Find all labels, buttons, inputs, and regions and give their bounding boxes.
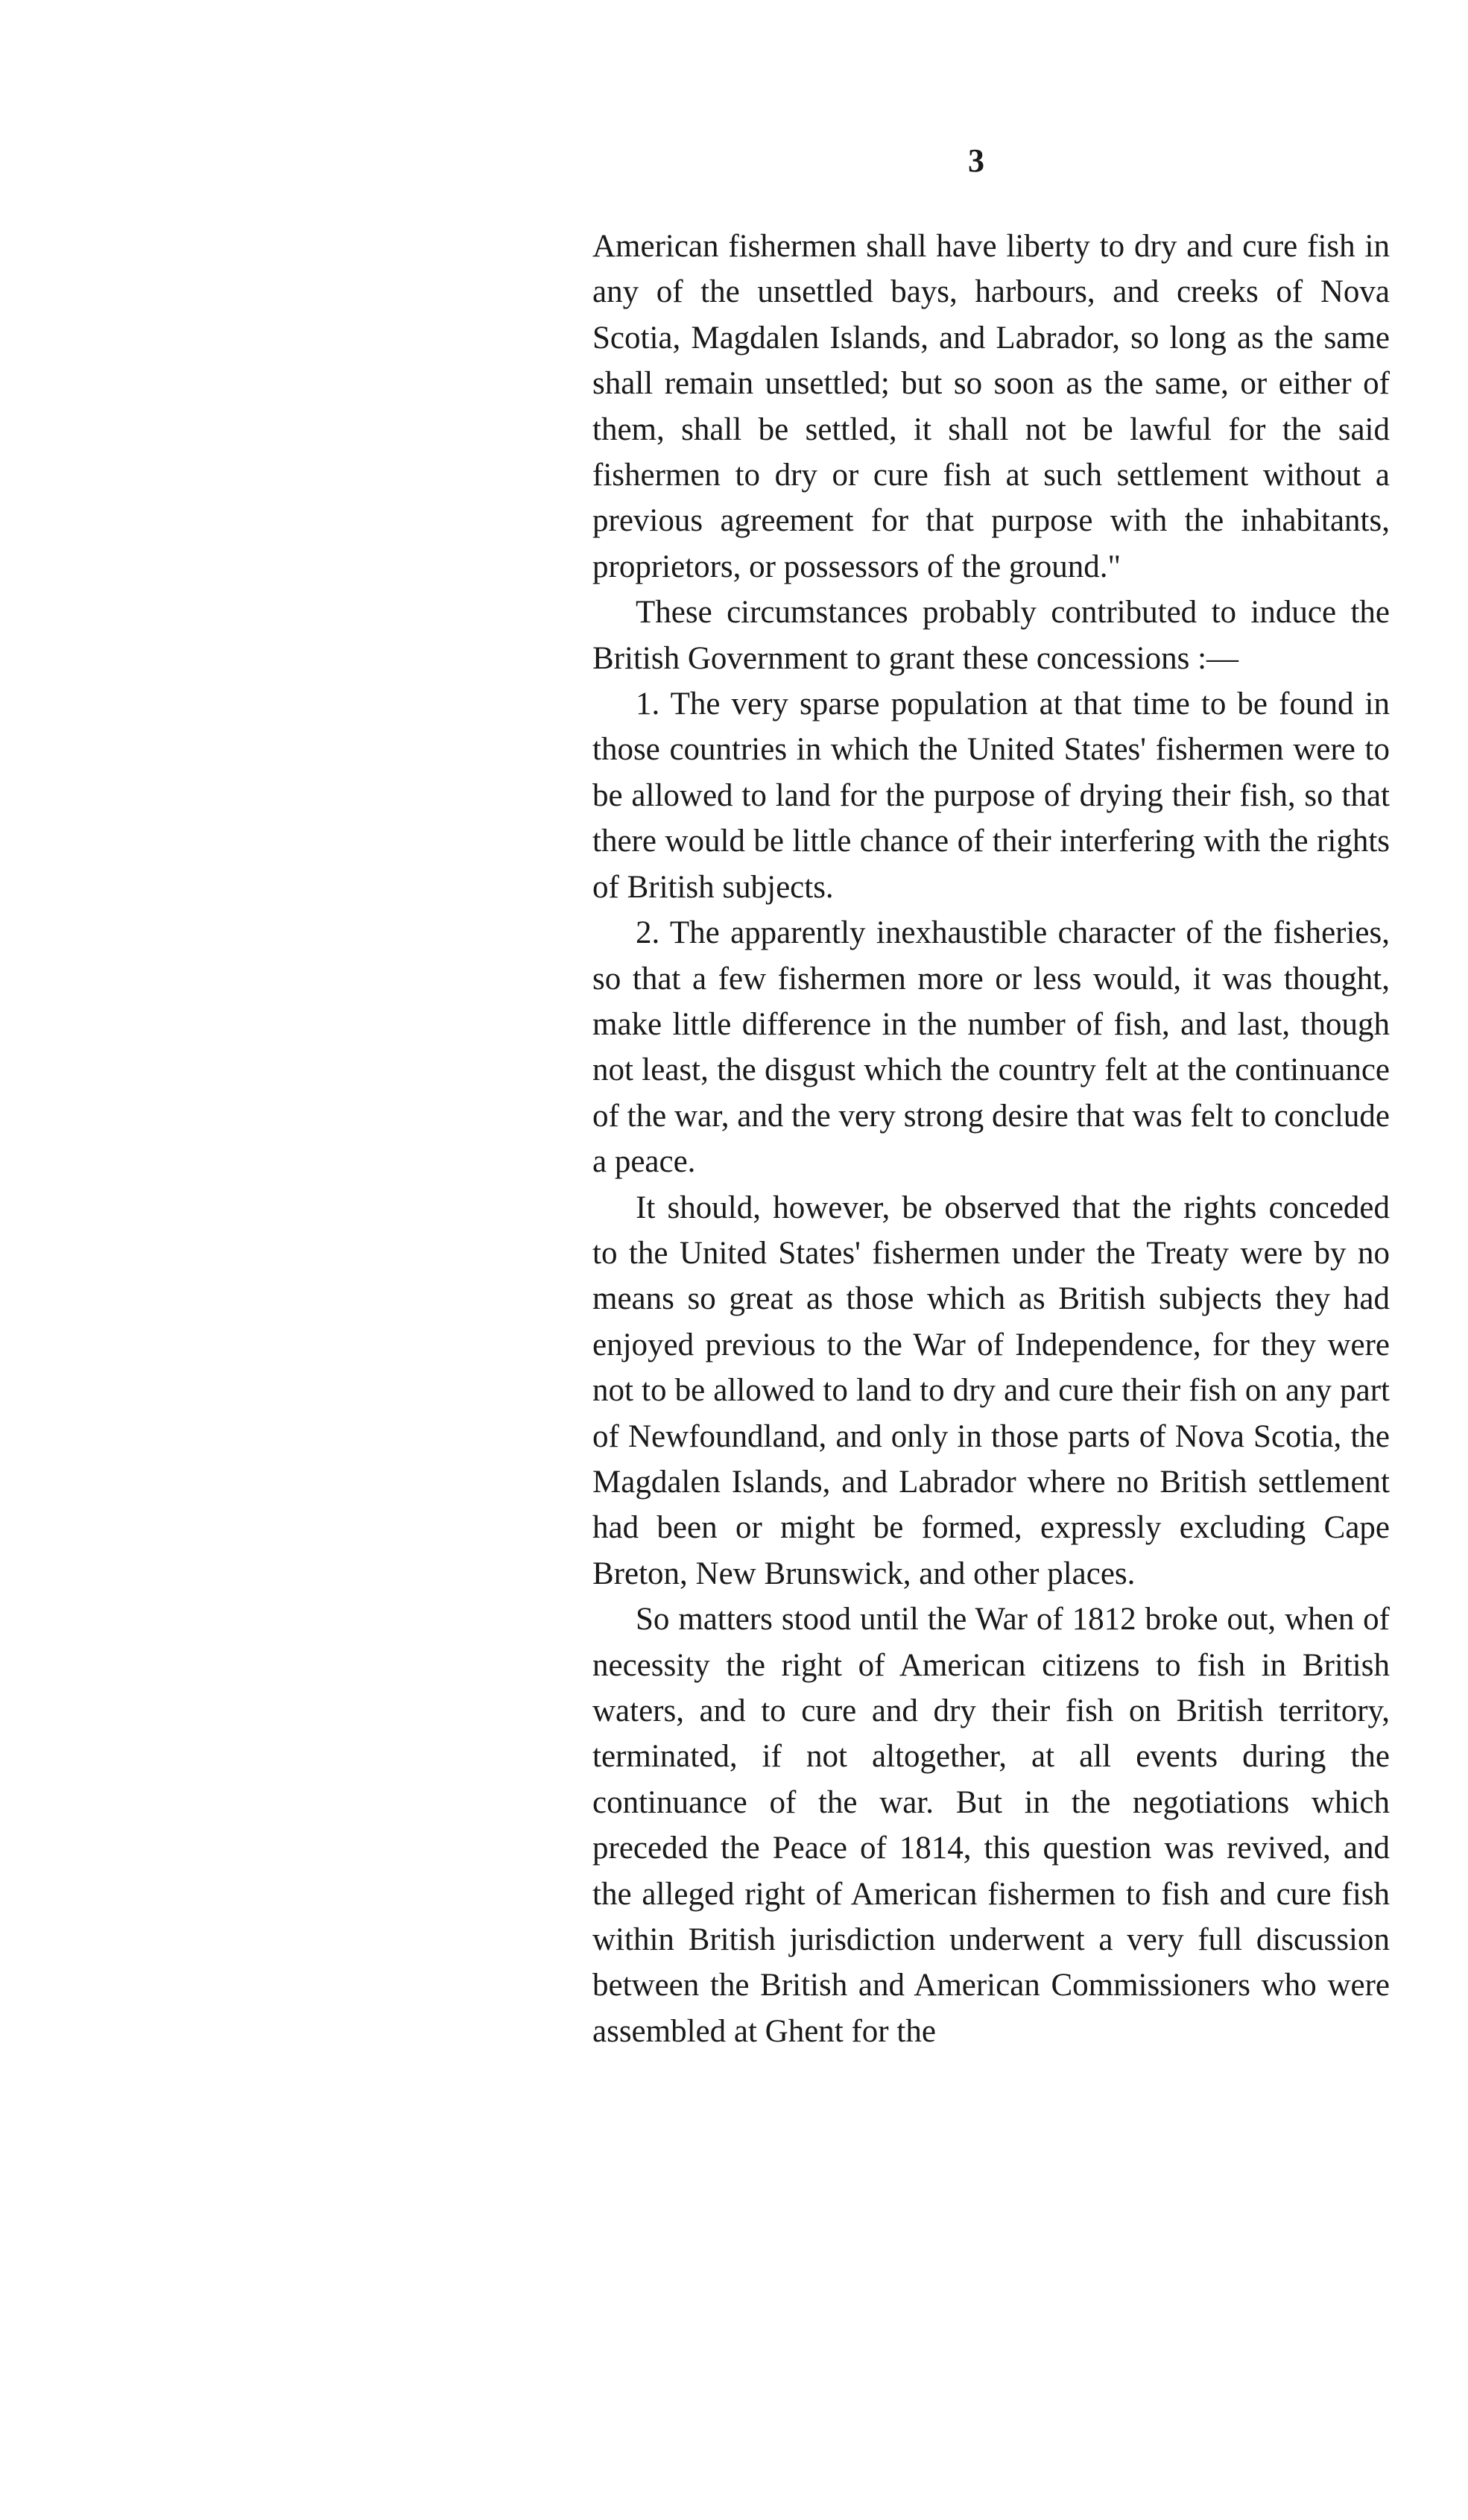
paragraph-continuation: American fishermen shall have liberty to dry and cure fish in any of the unsettled bays, harbours, and creeks of Nova Scotia, Magdalen Islands, and Labrador, so long as the same shall remain unsettled; but so soon as the same, or either of them, shall be settled, it shall not be lawful for the said fishermen to dry or cure fish at such settlement without a previous agreement for that purpose with the inhabitants, proprietors, or possessors of the ground."	[592, 229, 1390, 584]
paragraph-rights-conceded: It should, however, be observed that the rights conceded to the United States' fishermen under the Treaty were by no means so great as those which as British subjects they had enjoyed previous to the War of Independence, for they were not to be allowed to land to dry and cure their fish on any part of Newfoundland, and only in those parts of Nova Scotia, the Magdalen Islands, and Labrador where no British settlement had been or might be formed, expressly excluding Cape Breton, New Brunswick, and other places.	[592, 1190, 1390, 1591]
body-text	[592, 224, 1390, 2054]
paragraph-war-of-1812: So matters stood until the War of 1812 broke out, when of necessity the right of American citizens to fish in British waters, and to cure and dry their fish on British territory, terminated, if not altogether, at all events during the continuance of the war. But in the negotiations which preceded the Peace of 1814, this question was revived, and the alleged right of American fishermen to fish and cure fish within British jurisdiction underwent a very full discussion between the British and American Commissioners who were assembled at Ghent for the	[592, 1602, 1390, 2049]
page-number: 3	[968, 142, 984, 179]
paragraph-point-2: 2. The apparently inexhaustible character of the fisheries, so that a few fishermen more or less would, it was thought, make little difference in the number of fish, and last, though not least, the disgust which the country felt at the continuance of the war, and the very strong desire that was felt to conclude a peace.	[592, 915, 1390, 1180]
paragraph-point-1: 1. The very sparse population at that time to be found in those countries in which the United States' fishermen were to be allowed to land for the purpose of drying their fish, so that there would be little chance of their interfering with the rights of British subjects.	[592, 686, 1390, 905]
paragraph-circumstances: These circumstances probably contributed to induce the British Government to grant these concessions :—	[592, 595, 1390, 676]
